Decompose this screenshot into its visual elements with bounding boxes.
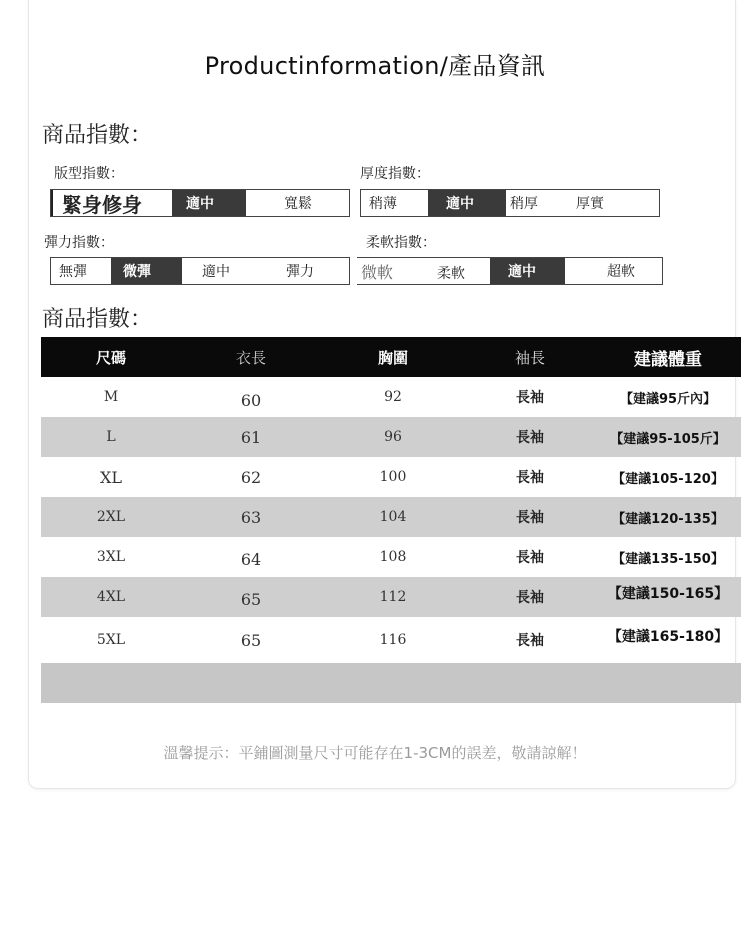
- cell-chest: 100: [379, 469, 407, 485]
- cell-chest: 108: [379, 549, 407, 565]
- softness-option-slight: 微軟: [361, 263, 394, 282]
- elasticity-index-scale: [50, 257, 350, 285]
- cell-length: 65: [240, 630, 262, 650]
- softness-option-medium: 適中: [490, 258, 565, 284]
- header-weight: 建議體重: [634, 349, 702, 370]
- section-heading-size: 商品指數：: [42, 307, 153, 332]
- cell-chest: 104: [379, 509, 407, 525]
- cell-sleeve: 長袖: [516, 633, 544, 649]
- softness-option-super-soft: 超軟: [607, 264, 635, 280]
- table-row: [41, 497, 741, 537]
- cell-weight: 【建議105-120】: [612, 471, 724, 487]
- cell-size: 4XL: [96, 589, 126, 605]
- cell-length: 60: [240, 390, 262, 410]
- cell-chest: 92: [384, 389, 402, 405]
- thickness-index-scale: [360, 189, 660, 217]
- cell-sleeve: 長袖: [516, 390, 544, 406]
- table-row: [41, 537, 741, 577]
- thickness-option-thick: 稍厚: [510, 196, 538, 212]
- softness-option-soft: 柔軟: [437, 266, 465, 282]
- thickness-option-heavy: 厚實: [576, 196, 604, 212]
- measurement-note: 溫馨提示：平鋪圖測量尺寸可能存在1-3CM的誤差，敬請諒解！: [163, 744, 587, 762]
- cell-sleeve: 長袖: [516, 430, 544, 446]
- table-row: [41, 377, 741, 417]
- thickness-option-medium: 適中: [428, 190, 506, 216]
- cell-size: 5XL: [96, 632, 126, 648]
- cell-size: XL: [99, 467, 122, 487]
- table-row: [41, 617, 741, 663]
- thickness-option-thin: 稍薄: [369, 196, 397, 212]
- cell-length: 63: [240, 507, 262, 527]
- cell-size: 2XL: [96, 509, 126, 525]
- table-row: [41, 457, 741, 497]
- cell-size: 3XL: [96, 549, 126, 565]
- cell-sleeve: 長袖: [516, 510, 544, 526]
- cell-length: 64: [240, 549, 262, 569]
- cell-length: 62: [240, 467, 262, 487]
- cell-size: L: [106, 429, 116, 445]
- cell-sleeve: 長袖: [516, 590, 544, 606]
- section-heading-index: 商品指數：: [42, 123, 153, 148]
- elasticity-option-none: 無彈: [59, 264, 87, 280]
- table-row: [41, 577, 741, 617]
- elasticity-option-stretch: 彈力: [286, 264, 314, 280]
- softness-index-scale: [357, 257, 663, 285]
- elasticity-option-slight: 微彈: [111, 258, 182, 284]
- cell-weight: 【建議150-165】: [607, 586, 729, 602]
- cell-chest: 116: [379, 632, 407, 648]
- header-length: 衣長: [235, 348, 266, 367]
- header-size: 尺碼: [95, 348, 126, 367]
- cell-weight: 【建議95斤內】: [619, 391, 717, 407]
- fit-option-slim: 緊身修身: [51, 190, 172, 216]
- elasticity-index-label: 彈力指數：: [44, 235, 114, 251]
- cell-weight: 【建議95-105斤】: [610, 431, 726, 447]
- header-chest: 胸圍: [377, 348, 408, 367]
- cell-sleeve: 長袖: [516, 550, 544, 566]
- table-row: [41, 417, 741, 457]
- size-table-header: [41, 337, 741, 377]
- fit-option-regular: 適中: [172, 190, 246, 216]
- page-title: Productinformation/產品資訊: [204, 52, 546, 80]
- cell-weight: 【建議165-180】: [607, 629, 729, 645]
- cell-weight: 【建議135-150】: [612, 551, 724, 567]
- header-sleeve: 袖長: [514, 348, 545, 367]
- cell-weight: 【建議120-135】: [612, 511, 724, 527]
- cell-size: M: [103, 389, 119, 405]
- cell-sleeve: 長袖: [516, 470, 544, 486]
- cell-chest: 96: [384, 429, 402, 445]
- softness-index-label: 柔軟指數：: [366, 235, 436, 251]
- cell-length: 65: [240, 589, 262, 609]
- cell-length: 61: [240, 427, 262, 447]
- thickness-index-label: 厚度指數：: [360, 166, 430, 182]
- fit-index-label: 版型指數：: [54, 166, 124, 182]
- size-table: [41, 337, 741, 703]
- fit-index-scale: [50, 189, 350, 217]
- table-row-empty: [41, 663, 741, 703]
- cell-chest: 112: [379, 589, 407, 605]
- fit-option-loose: 寬鬆: [284, 196, 312, 212]
- elasticity-option-medium: 適中: [202, 264, 230, 280]
